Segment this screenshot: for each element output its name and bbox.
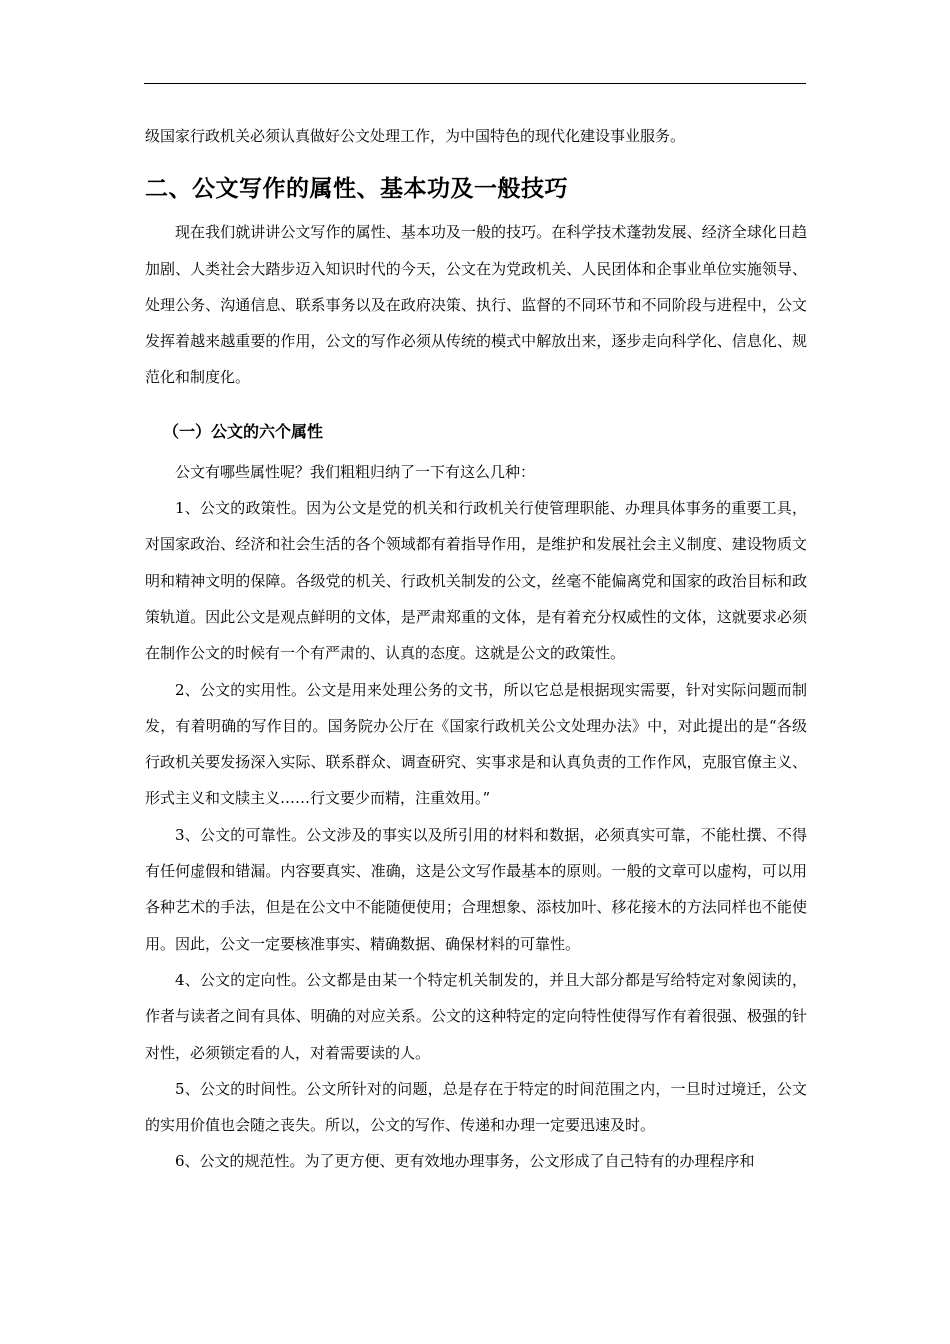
attribute-paragraph-normativity: 6、公文的规范性。为了更方便、更有效地办理事务，公文形成了自己特有的办理程序和 <box>175 1152 755 1171</box>
page-content <box>145 118 807 1180</box>
attribute-paragraph-reliability: 3、公文的可靠性。公文涉及的事实以及所引用的材料和数据，必须真实可靠，不能杜撰、不得有任何虚假和错漏。内容要真实、准确，这是公文写作最基本的原则。一般的文章可以虚构，可以用各种艺术的手法，但是在公文中不能随便使用；合理想象、添枝加叶、移花接木的方法同样也不能使用。因此，公文一定要核准事实、精确数据、确保材料的可靠性。 <box>145 825 807 953</box>
continued-paragraph: 级国家行政机关必须认真做好公文处理工作，为中国特色的现代化建设事业服务。 <box>145 127 686 145</box>
attribute-paragraph-policy: 1、公文的政策性。因为公文是党的机关和行政机关行使管理职能、办理具体事务的重要工具，对国家政治、经济和社会生活的各个领域都有着指导作用，是维护和发展社会主义制度、建设物质文明和精神文明的保障。各级党的机关、行政机关制发的公文，丝毫不能偏离党和国家的政治目标和政策轨道。因此公文是观点鲜明的文体，是严肃郑重的文体，是有着充分权威性的文体，这就要求必须在制作公文的时候有一个有严肃的、认真的态度。这就是公文的政策性。 <box>145 499 807 663</box>
section-intro-paragraph: 现在我们就讲讲公文写作的属性、基本功及一般的技巧。在科学技术蓬勃发展、经济全球化日趋加剧、人类社会大踏步迈入知识时代的今天，公文在为党政机关、人民团体和企事业单位实施领导、处理公务、沟通信息、联系事务以及在政府决策、执行、监督的不同环节和不同阶段与进程中，公文发挥着越来越重要的作用，公文的写作必须从传统的模式中解放出来，逐步走向科学化、信息化、规范化和制度化。 <box>145 223 807 387</box>
attribute-paragraph-practicality: 2、公文的实用性。公文是用来处理公务的文书，所以它总是根据现实需要，针对实际问题而制发，有着明确的写作目的。国务院办公厅在《国家行政机关公文处理办法》中，对此提出的是“各级行政机关要发扬深入实际、联系群众、调查研究、实事求是和认真负责的工作作风，克服官僚主义、形式主义和文牍主义……行文要少而精，注重效用。” <box>145 680 807 808</box>
subsection-intro-paragraph: 公文有哪些属性呢？我们粗粗归纳了一下有这么几种： <box>175 462 536 481</box>
attribute-paragraph-directionality: 4、公文的定向性。公文都是由某一个特定机关制发的，并且大部分都是写给特定对象阅读的，作者与读者之间有具体、明确的对应关系。公文的这种特定的定向特性使得写作有着很强、极强的针对性，必须锁定看的人，对着需要读的人。 <box>145 970 807 1062</box>
header-rule <box>144 83 806 84</box>
subsection-heading: （一）公文的六个属性 <box>163 421 324 441</box>
section-heading: 二、公文写作的属性、基本功及一般技巧 <box>145 176 568 203</box>
attribute-paragraph-timeliness: 5、公文的时间性。公文所针对的问题，总是存在于特定的时间范围之内，一旦时过境迁，公文的实用价值也会随之丧失。所以，公文的写作、传递和办理一定要迅速及时。 <box>145 1079 807 1135</box>
